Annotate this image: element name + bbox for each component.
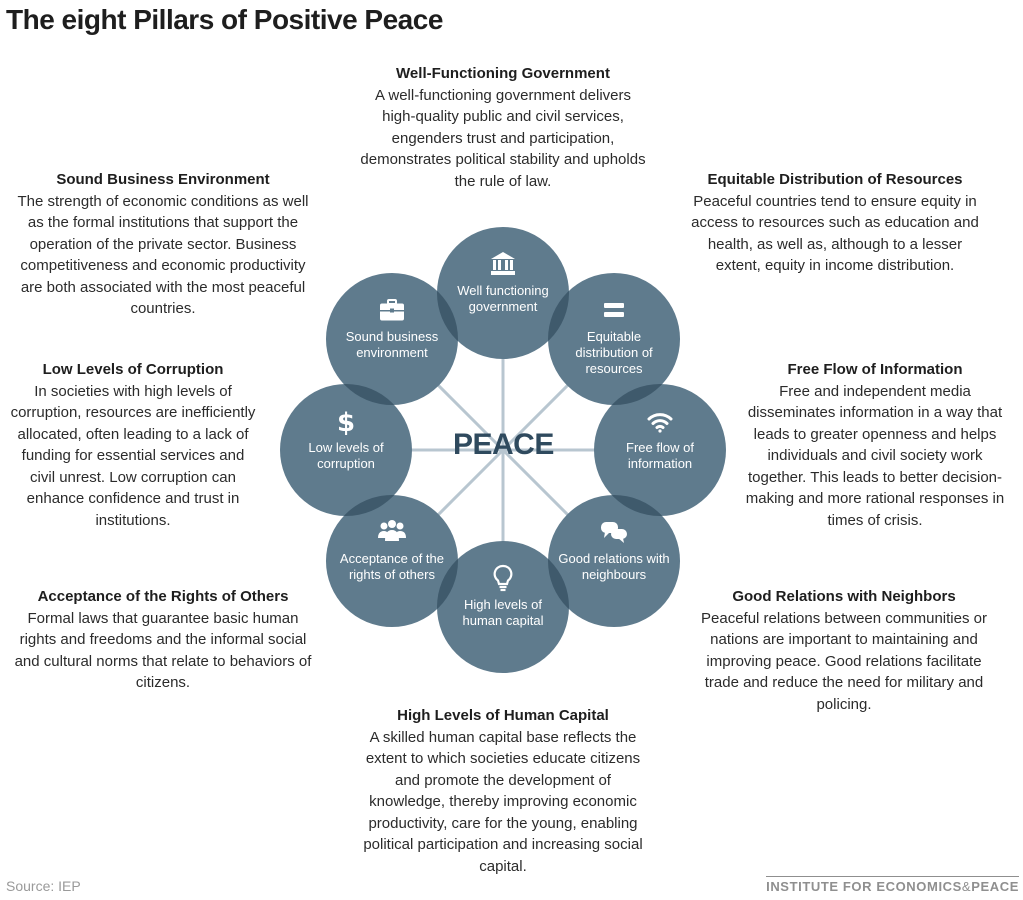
- government-building-icon: [488, 249, 518, 279]
- pillars-diagram: [270, 220, 740, 680]
- source-note: Source: IEP: [6, 878, 81, 894]
- dollar-icon: [331, 406, 361, 436]
- pillar-node-label-government: Well functioning government: [457, 283, 549, 314]
- pillar-description: A skilled human capital base reflects the extent to which societies educate citizens and promote the development of knowledge, thereby improving economic productivity, care for the young, enabling political participation and increasing social capital.: [363, 728, 643, 875]
- page-title: The eight Pillars of Positive Peace: [6, 4, 443, 35]
- pillar-node-label-low-corruption: Low levels of corruption: [308, 440, 384, 471]
- logo-ampersand: &: [961, 879, 972, 894]
- pillar-description: Peaceful countries tend to ensure equity in access to resources such as education and health, as well as, although to a lesser extent, equity in income distribution.: [691, 192, 979, 274]
- pillar-heading: Well-Functioning Government: [396, 65, 610, 82]
- pillar-heading: Acceptance of the Rights of Others: [37, 588, 289, 605]
- pillar-heading: Free Flow of Information: [787, 361, 963, 378]
- pillar-text-free-flow-information: [744, 359, 1006, 531]
- wifi-icon: [645, 406, 675, 436]
- center-peace-label: PEACE: [453, 428, 554, 461]
- pillar-description: A well-functioning government delivers high-quality public and civil services, engenders trust and participation, demonstrates political stability and upholds the rule of law.: [360, 86, 646, 190]
- pillar-node-label-equitable-distribution: Equitable distribution of resources: [575, 328, 653, 376]
- pillar-heading: Equitable Distribution of Resources: [707, 171, 963, 188]
- pillar-node-label-acceptance-rights: Acceptance of the rights of others: [339, 551, 444, 583]
- publisher-logo: [766, 876, 1019, 894]
- equals-icon: [599, 295, 629, 325]
- pillar-heading: Good Relations with Neighbors: [732, 588, 956, 605]
- pillar-description: The strength of economic conditions as well as the formal institutions that support the operation of the private sector. Business competitiveness and economic productivity are both associated with the most peaceful countries.: [17, 192, 309, 317]
- lightbulb-icon: [488, 563, 518, 593]
- pillar-heading: High Levels of Human Capital: [397, 707, 609, 724]
- pillar-description: Formal laws that guarantee basic human rights and freedoms and the informal social and cultural norms that relate to behaviors of citizens.: [14, 609, 312, 691]
- briefcase-icon: [377, 295, 407, 325]
- pillar-heading: Sound Business Environment: [56, 171, 270, 188]
- pillar-description: Peaceful relations between communities or nations are important to maintaining and improving peace. Good relations facilitate trade and reduce the need for military and policing.: [701, 609, 987, 713]
- pillar-text-government: [358, 63, 648, 192]
- pillar-description: Free and independent media disseminates information in a way that leads to greater openness and helps individuals and civil society work together. This leads to better decision-making and more rational responses in times of crisis.: [745, 382, 1005, 529]
- svg-text:$: $: [336, 408, 356, 438]
- speech-bubbles-icon: [599, 517, 629, 547]
- people-group-icon: [377, 517, 407, 547]
- pillar-heading: Low Levels of Corruption: [42, 361, 224, 378]
- pillar-text-low-corruption: [8, 359, 258, 531]
- pillar-node-label-free-flow-information: Free flow of information: [626, 440, 694, 471]
- logo-text-right: PEACE: [971, 879, 1019, 894]
- pillar-node-label-sound-business: Sound business environment: [345, 328, 439, 360]
- pillar-node-label-human-capital: High levels of human capital: [462, 597, 544, 628]
- pillar-text-human-capital: [358, 705, 648, 877]
- pillar-node-label-good-relations: Good relations with neighbours: [558, 551, 670, 583]
- logo-text-left: INSTITUTE FOR ECONOMICS: [766, 879, 962, 894]
- pillar-description: In societies with high levels of corruption, resources are inefficiently allocated, often leading to a lack of funding for essential services and civil unrest. Low corruption can enhance confidence and trust in institutions.: [10, 382, 256, 529]
